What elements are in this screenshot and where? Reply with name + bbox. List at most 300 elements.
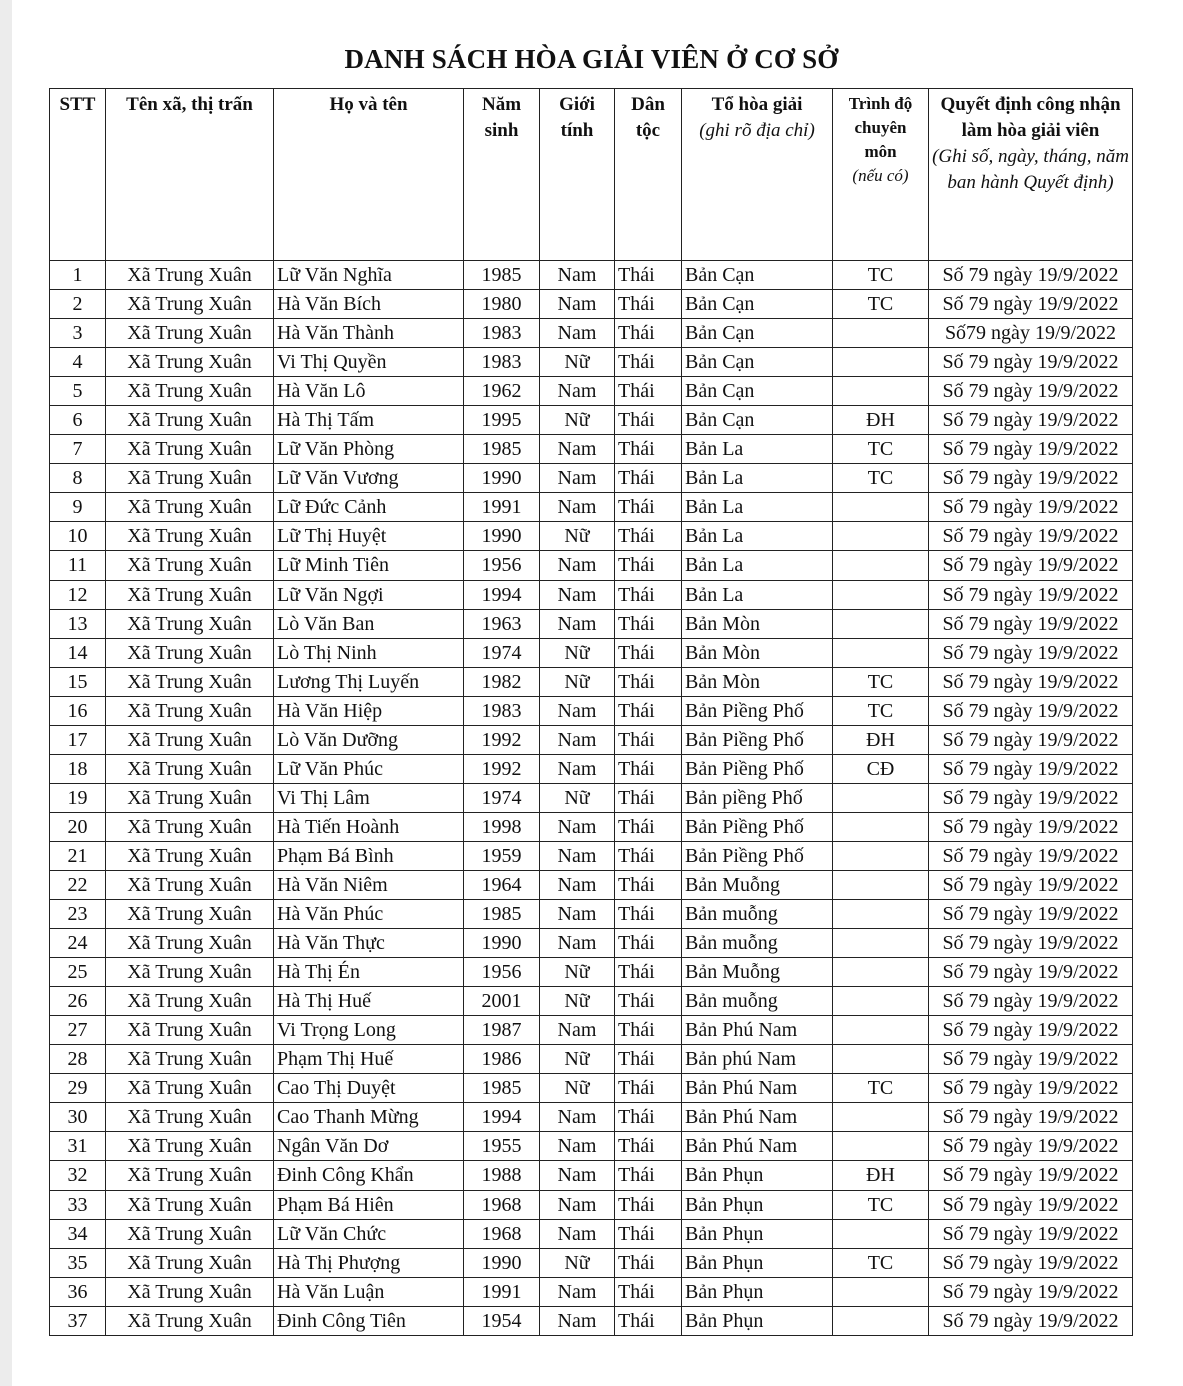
cell-stt: 16 [50, 696, 106, 725]
cell-birth-year: 1988 [464, 1161, 540, 1190]
cell-ethnicity: Thái [615, 1103, 682, 1132]
cell-decision: Số 79 ngày 19/9/2022 [929, 290, 1133, 319]
cell-team: Bản Cạn [682, 348, 833, 377]
cell-decision: Số 79 ngày 19/9/2022 [929, 580, 1133, 609]
cell-decision: Số 79 ngày 19/9/2022 [929, 493, 1133, 522]
cell-birth-year: 1982 [464, 667, 540, 696]
cell-decision: Số 79 ngày 19/9/2022 [929, 754, 1133, 783]
cell-ethnicity: Thái [615, 1016, 682, 1045]
cell-birth-year: 1998 [464, 812, 540, 841]
cell-team: Bản Phụn [682, 1219, 833, 1248]
cell-name: Lò Văn Ban [274, 609, 464, 638]
cell-name: Lữ Văn Vương [274, 464, 464, 493]
cell-stt: 12 [50, 580, 106, 609]
cell-ethnicity: Thái [615, 754, 682, 783]
table-row [50, 900, 1133, 929]
cell-name: Hà Thị Én [274, 958, 464, 987]
cell-name: Hà Văn Thành [274, 319, 464, 348]
table-row [50, 812, 1133, 841]
table-row [50, 638, 1133, 667]
cell-decision: Số 79 ngày 19/9/2022 [929, 958, 1133, 987]
cell-ethnicity: Thái [615, 1132, 682, 1161]
cell-commune: Xã Trung Xuân [106, 870, 274, 899]
cell-qualification: TC [833, 1074, 929, 1103]
cell-birth-year: 1955 [464, 1132, 540, 1161]
cell-team: Bản La [682, 493, 833, 522]
cell-stt: 7 [50, 435, 106, 464]
cell-commune: Xã Trung Xuân [106, 754, 274, 783]
cell-commune: Xã Trung Xuân [106, 958, 274, 987]
cell-ethnicity: Thái [615, 609, 682, 638]
cell-birth-year: 1964 [464, 870, 540, 899]
cell-team: Bản Phú Nam [682, 1016, 833, 1045]
cell-team: Bản Phú Nam [682, 1132, 833, 1161]
cell-ethnicity: Thái [615, 319, 682, 348]
cell-commune: Xã Trung Xuân [106, 1306, 274, 1335]
cell-decision: Số 79 ngày 19/9/2022 [929, 1016, 1133, 1045]
cell-decision: Số 79 ngày 19/9/2022 [929, 1045, 1133, 1074]
cell-commune: Xã Trung Xuân [106, 812, 274, 841]
cell-commune: Xã Trung Xuân [106, 1219, 274, 1248]
cell-qualification [833, 1132, 929, 1161]
cell-birth-year: 1992 [464, 754, 540, 783]
cell-birth-year: 1974 [464, 783, 540, 812]
cell-ethnicity: Thái [615, 493, 682, 522]
cell-qualification [833, 580, 929, 609]
cell-birth-year: 2001 [464, 987, 540, 1016]
cell-name: Lữ Văn Chức [274, 1219, 464, 1248]
cell-commune: Xã Trung Xuân [106, 1132, 274, 1161]
table-row [50, 667, 1133, 696]
cell-name: Hà Văn Niêm [274, 870, 464, 899]
cell-team: Bản Cạn [682, 319, 833, 348]
cell-gender: Nữ [540, 987, 615, 1016]
cell-team: Bản La [682, 435, 833, 464]
cell-ethnicity: Thái [615, 1306, 682, 1335]
cell-gender: Nam [540, 1277, 615, 1306]
cell-qualification [833, 638, 929, 667]
page-title: DANH SÁCH HÒA GIẢI VIÊN Ở CƠ SỞ [344, 44, 839, 74]
cell-stt: 2 [50, 290, 106, 319]
cell-name: Lữ Văn Ngợi [274, 580, 464, 609]
cell-gender: Nam [540, 261, 615, 290]
cell-ethnicity: Thái [615, 261, 682, 290]
cell-decision: Số 79 ngày 19/9/2022 [929, 261, 1133, 290]
cell-qualification [833, 987, 929, 1016]
cell-gender: Nam [540, 290, 615, 319]
mediator-table [49, 88, 1133, 1336]
cell-decision: Số 79 ngày 19/9/2022 [929, 900, 1133, 929]
cell-ethnicity: Thái [615, 1248, 682, 1277]
cell-ethnicity: Thái [615, 696, 682, 725]
cell-ethnicity: Thái [615, 580, 682, 609]
cell-team: Bản Phụn [682, 1306, 833, 1335]
cell-gender: Nam [540, 696, 615, 725]
table-row [50, 435, 1133, 464]
cell-ethnicity: Thái [615, 551, 682, 580]
cell-stt: 6 [50, 406, 106, 435]
cell-name: Lữ Văn Phúc [274, 754, 464, 783]
cell-qualification [833, 812, 929, 841]
header-team: Tổ hòa giải (ghi rõ địa chỉ) [682, 89, 833, 261]
header-birth-year: Năm sinh [464, 89, 540, 261]
cell-team: Bản Cạn [682, 261, 833, 290]
cell-ethnicity: Thái [615, 900, 682, 929]
cell-team: Bản Cạn [682, 377, 833, 406]
cell-name: Đinh Công Tiên [274, 1306, 464, 1335]
table-row [50, 1248, 1133, 1277]
cell-stt: 10 [50, 522, 106, 551]
cell-birth-year: 1983 [464, 348, 540, 377]
cell-ethnicity: Thái [615, 1161, 682, 1190]
cell-team: Bản Mòn [682, 667, 833, 696]
table-row [50, 348, 1133, 377]
cell-team: Bản La [682, 551, 833, 580]
cell-name: Lò Thị Ninh [274, 638, 464, 667]
cell-commune: Xã Trung Xuân [106, 929, 274, 958]
cell-stt: 35 [50, 1248, 106, 1277]
cell-decision: Số 79 ngày 19/9/2022 [929, 638, 1133, 667]
cell-team: Bản Piềng Phố [682, 725, 833, 754]
table-row [50, 609, 1133, 638]
cell-gender: Nữ [540, 522, 615, 551]
cell-team: Bản Phụn [682, 1190, 833, 1219]
table-row [50, 783, 1133, 812]
cell-team: Bản piềng Phố [682, 783, 833, 812]
cell-gender: Nam [540, 1103, 615, 1132]
cell-decision: Số 79 ngày 19/9/2022 [929, 812, 1133, 841]
cell-gender: Nữ [540, 667, 615, 696]
cell-gender: Nam [540, 580, 615, 609]
cell-birth-year: 1968 [464, 1219, 540, 1248]
table-row [50, 841, 1133, 870]
cell-birth-year: 1990 [464, 1248, 540, 1277]
cell-gender: Nữ [540, 348, 615, 377]
cell-name: Hà Văn Hiệp [274, 696, 464, 725]
cell-decision: Số 79 ngày 19/9/2022 [929, 1074, 1133, 1103]
cell-commune: Xã Trung Xuân [106, 1277, 274, 1306]
cell-stt: 18 [50, 754, 106, 783]
cell-gender: Nam [540, 841, 615, 870]
cell-name: Lương Thị Luyến [274, 667, 464, 696]
cell-ethnicity: Thái [615, 1190, 682, 1219]
cell-qualification [833, 929, 929, 958]
cell-decision: Số 79 ngày 19/9/2022 [929, 1277, 1133, 1306]
cell-gender: Nam [540, 812, 615, 841]
cell-gender: Nam [540, 319, 615, 348]
cell-ethnicity: Thái [615, 1277, 682, 1306]
cell-commune: Xã Trung Xuân [106, 841, 274, 870]
cell-commune: Xã Trung Xuân [106, 1074, 274, 1103]
cell-birth-year: 1959 [464, 841, 540, 870]
cell-name: Phạm Bá Bình [274, 841, 464, 870]
cell-name: Lò Văn Dưỡng [274, 725, 464, 754]
cell-team: Bản La [682, 580, 833, 609]
table-row [50, 1306, 1133, 1335]
cell-qualification [833, 1219, 929, 1248]
cell-ethnicity: Thái [615, 667, 682, 696]
cell-decision: Số 79 ngày 19/9/2022 [929, 1103, 1133, 1132]
cell-qualification: TC [833, 261, 929, 290]
cell-gender: Nam [540, 551, 615, 580]
cell-team: Bản Phụn [682, 1248, 833, 1277]
cell-qualification: TC [833, 667, 929, 696]
cell-ethnicity: Thái [615, 464, 682, 493]
cell-commune: Xã Trung Xuân [106, 667, 274, 696]
cell-stt: 17 [50, 725, 106, 754]
table-row [50, 1016, 1133, 1045]
cell-qualification [833, 1306, 929, 1335]
cell-qualification [833, 493, 929, 522]
cell-gender: Nam [540, 1219, 615, 1248]
table-row [50, 754, 1133, 783]
cell-qualification [833, 551, 929, 580]
cell-qualification: CĐ [833, 754, 929, 783]
table-row [50, 551, 1133, 580]
table-row [50, 1219, 1133, 1248]
cell-commune: Xã Trung Xuân [106, 609, 274, 638]
cell-stt: 24 [50, 929, 106, 958]
cell-commune: Xã Trung Xuân [106, 290, 274, 319]
cell-name: Cao Thị Duyệt [274, 1074, 464, 1103]
cell-qualification [833, 900, 929, 929]
cell-name: Hà Văn Bích [274, 290, 464, 319]
cell-name: Phạm Thị Huế [274, 1045, 464, 1074]
cell-decision: Số 79 ngày 19/9/2022 [929, 987, 1133, 1016]
cell-decision: Số 79 ngày 19/9/2022 [929, 522, 1133, 551]
cell-birth-year: 1995 [464, 406, 540, 435]
cell-birth-year: 1968 [464, 1190, 540, 1219]
cell-ethnicity: Thái [615, 1045, 682, 1074]
header-stt: STT [50, 89, 106, 261]
cell-ethnicity: Thái [615, 435, 682, 464]
cell-ethnicity: Thái [615, 1219, 682, 1248]
table-row [50, 870, 1133, 899]
cell-commune: Xã Trung Xuân [106, 638, 274, 667]
cell-qualification [833, 319, 929, 348]
cell-birth-year: 1962 [464, 377, 540, 406]
cell-decision: Số 79 ngày 19/9/2022 [929, 725, 1133, 754]
cell-qualification: ĐH [833, 406, 929, 435]
cell-stt: 15 [50, 667, 106, 696]
cell-gender: Nam [540, 1016, 615, 1045]
cell-gender: Nam [540, 725, 615, 754]
cell-decision: Số 79 ngày 19/9/2022 [929, 377, 1133, 406]
cell-decision: Số 79 ngày 19/9/2022 [929, 1132, 1133, 1161]
cell-stt: 22 [50, 870, 106, 899]
cell-name: Hà Văn Luận [274, 1277, 464, 1306]
cell-qualification: TC [833, 696, 929, 725]
table-row [50, 929, 1133, 958]
cell-birth-year: 1985 [464, 1074, 540, 1103]
cell-stt: 3 [50, 319, 106, 348]
cell-stt: 1 [50, 261, 106, 290]
cell-birth-year: 1956 [464, 551, 540, 580]
cell-decision: Số 79 ngày 19/9/2022 [929, 783, 1133, 812]
cell-qualification [833, 377, 929, 406]
cell-birth-year: 1987 [464, 1016, 540, 1045]
table-row [50, 1045, 1133, 1074]
cell-name: Vi Thị Lâm [274, 783, 464, 812]
cell-name: Vi Trọng Long [274, 1016, 464, 1045]
cell-commune: Xã Trung Xuân [106, 1016, 274, 1045]
table-row [50, 522, 1133, 551]
table-header-row [50, 89, 1133, 261]
header-commune: Tên xã, thị trấn [106, 89, 274, 261]
cell-birth-year: 1990 [464, 464, 540, 493]
table-row [50, 1103, 1133, 1132]
cell-commune: Xã Trung Xuân [106, 900, 274, 929]
cell-gender: Nam [540, 493, 615, 522]
cell-gender: Nữ [540, 638, 615, 667]
table-row [50, 464, 1133, 493]
cell-name: Hà Tiến Hoành [274, 812, 464, 841]
cell-ethnicity: Thái [615, 638, 682, 667]
table-row [50, 1074, 1133, 1103]
table-row [50, 1132, 1133, 1161]
table-row [50, 1277, 1133, 1306]
cell-stt: 4 [50, 348, 106, 377]
cell-gender: Nam [540, 435, 615, 464]
cell-decision: Số 79 ngày 19/9/2022 [929, 1248, 1133, 1277]
cell-qualification [833, 870, 929, 899]
cell-birth-year: 1980 [464, 290, 540, 319]
cell-stt: 28 [50, 1045, 106, 1074]
cell-stt: 11 [50, 551, 106, 580]
cell-team: Bản muỗng [682, 929, 833, 958]
cell-team: Bản Muỗng [682, 958, 833, 987]
cell-gender: Nam [540, 609, 615, 638]
cell-decision: Số 79 ngày 19/9/2022 [929, 609, 1133, 638]
cell-stt: 25 [50, 958, 106, 987]
cell-decision: Số 79 ngày 19/9/2022 [929, 870, 1133, 899]
table-row [50, 1161, 1133, 1190]
cell-gender: Nữ [540, 1045, 615, 1074]
cell-stt: 20 [50, 812, 106, 841]
cell-qualification [833, 958, 929, 987]
cell-decision: Số 79 ngày 19/9/2022 [929, 841, 1133, 870]
cell-commune: Xã Trung Xuân [106, 783, 274, 812]
cell-gender: Nam [540, 900, 615, 929]
cell-stt: 34 [50, 1219, 106, 1248]
table-row [50, 261, 1133, 290]
cell-ethnicity: Thái [615, 406, 682, 435]
table-row [50, 696, 1133, 725]
cell-qualification: ĐH [833, 1161, 929, 1190]
cell-stt: 14 [50, 638, 106, 667]
cell-stt: 36 [50, 1277, 106, 1306]
cell-name: Lữ Văn Nghĩa [274, 261, 464, 290]
cell-stt: 29 [50, 1074, 106, 1103]
cell-name: Đinh Công Khẩn [274, 1161, 464, 1190]
cell-name: Vi Thị Quyền [274, 348, 464, 377]
cell-name: Lữ Minh Tiên [274, 551, 464, 580]
cell-decision: Số79 ngày 19/9/2022 [929, 319, 1133, 348]
cell-stt: 27 [50, 1016, 106, 1045]
cell-commune: Xã Trung Xuân [106, 261, 274, 290]
cell-birth-year: 1985 [464, 435, 540, 464]
cell-qualification: TC [833, 464, 929, 493]
cell-commune: Xã Trung Xuân [106, 1248, 274, 1277]
cell-name: Hà Văn Thực [274, 929, 464, 958]
cell-team: Bản La [682, 464, 833, 493]
cell-qualification [833, 841, 929, 870]
cell-commune: Xã Trung Xuân [106, 1161, 274, 1190]
cell-gender: Nam [540, 464, 615, 493]
cell-birth-year: 1991 [464, 493, 540, 522]
cell-commune: Xã Trung Xuân [106, 493, 274, 522]
cell-gender: Nam [540, 870, 615, 899]
cell-gender: Nam [540, 1161, 615, 1190]
table-row [50, 406, 1133, 435]
table-row [50, 987, 1133, 1016]
cell-stt: 9 [50, 493, 106, 522]
cell-stt: 31 [50, 1132, 106, 1161]
cell-ethnicity: Thái [615, 725, 682, 754]
cell-birth-year: 1956 [464, 958, 540, 987]
cell-birth-year: 1992 [464, 725, 540, 754]
cell-birth-year: 1991 [464, 1277, 540, 1306]
cell-qualification [833, 1045, 929, 1074]
cell-name: Cao Thanh Mừng [274, 1103, 464, 1132]
cell-team: Bản muỗng [682, 987, 833, 1016]
cell-team: Bản Piềng Phố [682, 754, 833, 783]
cell-commune: Xã Trung Xuân [106, 348, 274, 377]
cell-gender: Nữ [540, 406, 615, 435]
cell-ethnicity: Thái [615, 929, 682, 958]
cell-ethnicity: Thái [615, 841, 682, 870]
cell-gender: Nam [540, 1190, 615, 1219]
cell-ethnicity: Thái [615, 1074, 682, 1103]
cell-ethnicity: Thái [615, 870, 682, 899]
cell-gender: Nữ [540, 1074, 615, 1103]
cell-gender: Nam [540, 1306, 615, 1335]
cell-qualification [833, 783, 929, 812]
table-row [50, 493, 1133, 522]
cell-commune: Xã Trung Xuân [106, 1045, 274, 1074]
cell-decision: Số 79 ngày 19/9/2022 [929, 696, 1133, 725]
cell-stt: 8 [50, 464, 106, 493]
cell-name: Hà Thị Phượng [274, 1248, 464, 1277]
table-row [50, 1190, 1133, 1219]
cell-team: Bản Phú Nam [682, 1074, 833, 1103]
cell-decision: Số 79 ngày 19/9/2022 [929, 667, 1133, 696]
cell-commune: Xã Trung Xuân [106, 1190, 274, 1219]
cell-qualification [833, 1277, 929, 1306]
cell-birth-year: 1963 [464, 609, 540, 638]
cell-name: Lữ Thị Huyệt [274, 522, 464, 551]
cell-stt: 13 [50, 609, 106, 638]
cell-gender: Nữ [540, 783, 615, 812]
cell-commune: Xã Trung Xuân [106, 1103, 274, 1132]
cell-name: Hà Văn Phúc [274, 900, 464, 929]
cell-commune: Xã Trung Xuân [106, 406, 274, 435]
cell-commune: Xã Trung Xuân [106, 435, 274, 464]
cell-name: Hà Thị Tấm [274, 406, 464, 435]
cell-team: Bản Muỗng [682, 870, 833, 899]
cell-team: Bản muỗng [682, 900, 833, 929]
cell-qualification [833, 522, 929, 551]
cell-ethnicity: Thái [615, 783, 682, 812]
cell-decision: Số 79 ngày 19/9/2022 [929, 929, 1133, 958]
cell-commune: Xã Trung Xuân [106, 551, 274, 580]
cell-qualification [833, 609, 929, 638]
cell-commune: Xã Trung Xuân [106, 522, 274, 551]
cell-decision: Số 79 ngày 19/9/2022 [929, 1306, 1133, 1335]
header-name: Họ và tên [274, 89, 464, 261]
cell-ethnicity: Thái [615, 958, 682, 987]
table-row [50, 290, 1133, 319]
